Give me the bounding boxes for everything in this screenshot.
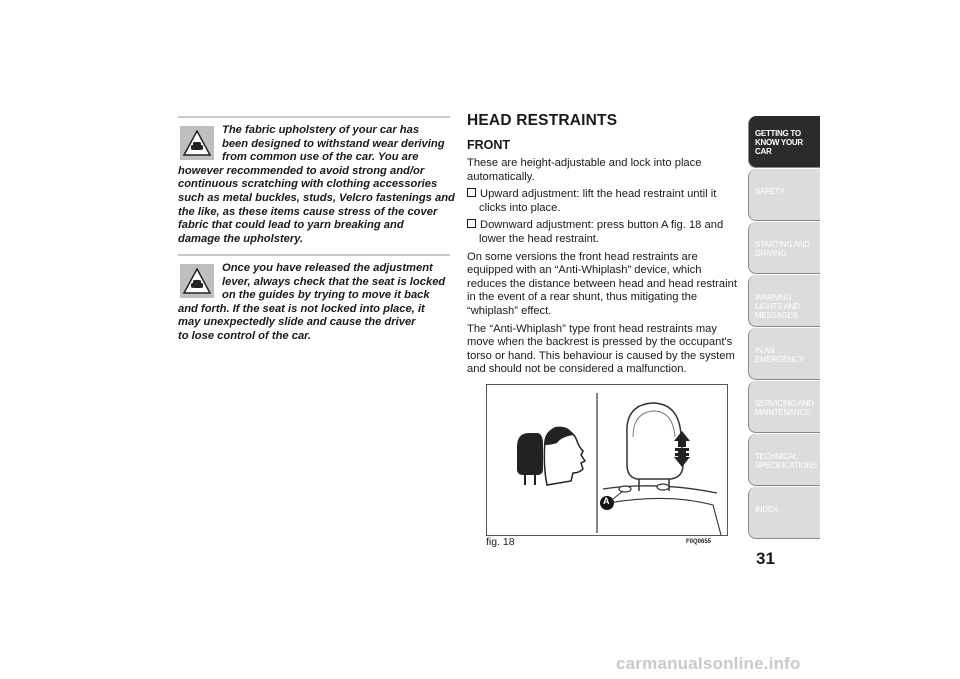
checkbox-bullet-icon [467,188,476,197]
warning-line: the like, as these items cause stress of the cover [178,205,438,218]
section-subtitle: FRONT [467,138,511,152]
callout-a-label: A [603,496,610,506]
warning-line: to lose control of the car. [178,329,312,342]
chapter-tabs [748,116,820,540]
tab-index[interactable]: INDEX [748,487,820,539]
bullet-downward [467,219,742,246]
tab-in-an-emergency[interactable]: IN AN EMERGENCY [748,328,820,380]
divider [178,116,450,118]
warning-box-seat-lock [178,254,450,344]
tab-starting-and-driving[interactable]: STARTING AND DRIVING [748,222,820,274]
bullet-upward [467,188,742,215]
warning-car-icon [180,126,214,160]
tab-getting-to-know-your-car[interactable]: GETTING TO KNOW YOUR CAR [748,116,820,168]
warning-car-icon [180,264,214,298]
page-number: 31 [756,549,775,568]
intro-paragraph: These are height-adjustable and lock into place automatically. [467,157,702,183]
checkbox-bullet-icon [467,219,476,228]
warning-text-seat-lock [178,262,450,344]
head-restraint-illustration [487,385,727,535]
warning-line: continuous scratching with clothing accessories [178,178,438,191]
warning-line: fabric that could lead to yarn breaking and [178,219,404,232]
section-title: HEAD RESTRAINTS [467,112,618,129]
warning-line: The fabric upholstery of your car has [222,124,420,136]
warning-line: on the guides by trying to move it back [222,289,430,302]
divider [178,254,450,256]
warning-line: Once you have released the adjustment [222,262,433,274]
head-restraints-section [467,112,742,381]
figure-code: F0Q0655 [686,539,712,545]
tab-safety[interactable]: SAFETY [748,169,820,221]
warning-line: from common use of the car. You are [222,151,419,164]
tab-warning-lights-and-messages[interactable]: WARNING LIGHTS AND MESSAGES [748,275,820,327]
warning-line: lever, always check that the seat is locked [222,275,446,288]
watermark: carmanualsonline.info [616,654,801,673]
warning-line: however recommended to avoid strong and/or [178,164,425,177]
tab-servicing-and-maintenance[interactable]: SERVICING AND MAINTENANCE [748,381,820,433]
bullet-text: Upward adjustment: lift the head restraint until it clicks into place. [479,188,717,214]
anti-whiplash-behaviour-paragraph: The “Anti-Whiplash” type front head restraints may move when the backrest is pressed by the occupant's torso or hand. This behaviour is caused by the system and should not be considered a malfunction. [467,322,735,376]
head-restraint-figure [486,384,728,536]
anti-whiplash-paragraph: On some versions the front head restraints are equipped with an “Anti-Whiplash” device, which reduces the distance between head and head restraint in the event of a rear shunt, thus mitigating the “whiplash” effect. [467,250,737,317]
tab-technical-specifications[interactable]: TECHNICAL SPECIFICATIONS [748,434,820,486]
warning-line: and forth. If the seat is not locked into place, it [178,302,425,315]
warning-text-upholstery [178,124,455,246]
warning-line: been designed to withstand wear deriving [222,137,445,150]
bullet-text: Downward adjustment: press button A fig. 18 and lower the head restraint. [479,219,724,245]
warning-line: may unexpectedly slide and cause the driver [178,316,416,329]
warning-line: such as metal buckles, studs, Velcro fastenings and [178,191,455,204]
warning-line: damage the upholstery. [178,232,304,245]
figure-caption: fig. 18 [486,536,515,548]
warning-box-upholstery [178,116,455,246]
